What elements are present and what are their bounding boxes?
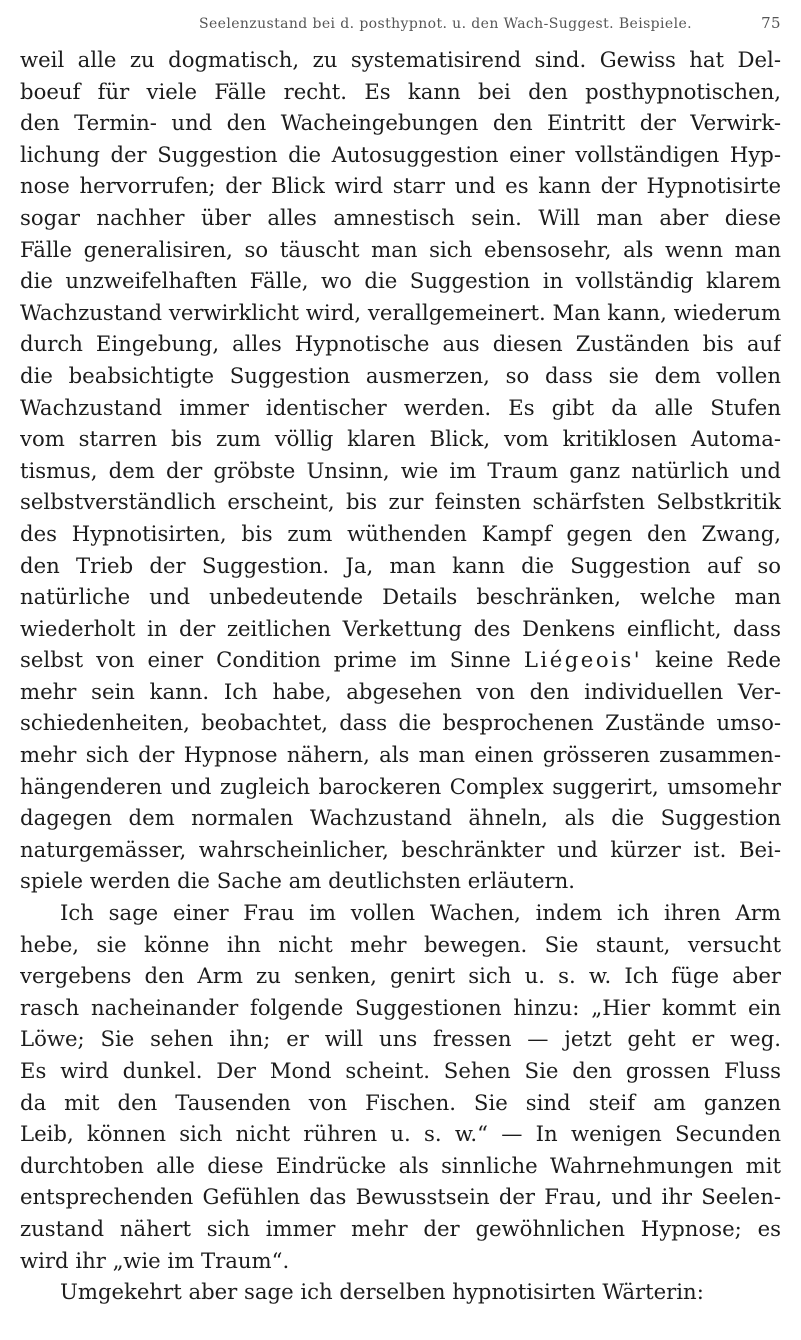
running-head-title: Seelenzustand bei d. posthypnot. u. den Wach-Suggest. Beispiele. bbox=[198, 16, 693, 32]
text-line: hebe, sie könne ihn nicht mehr bewegen. Sie staunt, versucht bbox=[20, 931, 781, 957]
text-line: wiederholt in der zeitlichen Verkettung des Denkens einflicht, dass bbox=[20, 615, 781, 641]
text-line: naturgemässer, wahrscheinlicher, beschränkter und kürzer ist. Bei- bbox=[20, 836, 781, 862]
text-line: sogar nachher über alles amnestisch sein. Will man aber diese bbox=[20, 204, 781, 230]
text-line: spiele werden die Sache am deutlichsten erläutern. bbox=[20, 868, 576, 894]
text-line: Wachzustand immer identischer werden. Es gibt da alle Stufen bbox=[20, 394, 781, 420]
text-line: dagegen dem normalen Wachzustand ähneln, als die Suggestion bbox=[20, 805, 781, 831]
spaced-name: Liégeois' bbox=[523, 647, 643, 673]
text-line: boeuf für viele Fälle recht. Es kann bei den posthypnotischen, bbox=[20, 78, 781, 104]
text-line: da mit den Tausenden von Fischen. Sie sind steif am ganzen bbox=[20, 1089, 781, 1115]
text-line: wird ihr „wie im Traum“. bbox=[20, 1247, 290, 1273]
text-line: zustand nähert sich immer mehr der gewöhnlichen Hypnose; es bbox=[20, 1215, 781, 1241]
text-line: Ich sage einer Frau im vollen Wachen, indem ich ihren Arm bbox=[60, 900, 781, 926]
text-line: Fälle generalisiren, so täuscht man sich ebensosehr, als wenn man bbox=[20, 236, 781, 262]
text-line: durch Eingebung, alles Hypnotische aus diesen Zuständen bis auf bbox=[20, 331, 781, 357]
text-line: schiedenheiten, beobachtet, dass die besprochenen Zustände umso- bbox=[20, 710, 781, 736]
text-line: Umgekehrt aber sage ich derselben hypnotisirten Wärterin: bbox=[60, 1279, 704, 1305]
text-line: nose hervorrufen; der Blick wird starr und es kann der Hypnotisirte bbox=[20, 173, 781, 199]
text-line: selbst von einer Condition prime im Sinne Liégeois' keine Rede bbox=[20, 647, 781, 673]
page-number: 75 bbox=[761, 14, 781, 32]
text-line: hängenderen und zugleich barockeren Complex suggerirt, umsomehr bbox=[20, 773, 781, 799]
text-line: durchtoben alle diese Eindrücke als sinnliche Wahrnehmungen mit bbox=[20, 1152, 781, 1178]
text-line: vom starren bis zum völlig klaren Blick, vom kritiklosen Automa- bbox=[20, 426, 781, 452]
text-line: tismus, dem der gröbste Unsinn, wie im Traum ganz natürlich und bbox=[20, 457, 781, 483]
text-line: die beabsichtigte Suggestion ausmerzen, so dass sie dem vollen bbox=[20, 362, 781, 388]
text-line: mehr sein kann. Ich habe, abgesehen von den individuellen Ver- bbox=[20, 678, 781, 704]
text-line: natürliche und unbedeutende Details beschränken, welche man bbox=[20, 584, 781, 610]
body-text bbox=[20, 44, 781, 1308]
text-line: weil alle zu dogmatisch, zu systematisirend sind. Gewiss hat Del- bbox=[20, 47, 781, 72]
text-line: des Hypnotisirten, bis zum wüthenden Kampf gegen den Zwang, bbox=[20, 520, 781, 546]
text-line: rasch nacheinander folgende Suggestionen hinzu: „Hier kommt ein bbox=[20, 994, 781, 1020]
text-line: Leib, können sich nicht rühren u. s. w.“ — In wenigen Secunden bbox=[20, 1121, 781, 1147]
text-line: vergebens den Arm zu senken, genirt sich u. s. w. Ich füge aber bbox=[20, 963, 781, 989]
text-line: Löwe; Sie sehen ihn; er will uns fressen — jetzt geht er weg. bbox=[20, 1026, 781, 1052]
text-line: den Trieb der Suggestion. Ja, man kann die Suggestion auf so bbox=[20, 552, 781, 578]
text-line: den Termin- und den Wacheingebungen den Eintritt der Verwirk- bbox=[20, 110, 781, 136]
text-line: selbstverständlich erscheint, bis zur feinsten schärfsten Selbstkritik bbox=[20, 489, 781, 515]
text-line: Wachzustand verwirklicht wird, verallgemeinert. Man kann, wiederum bbox=[20, 299, 781, 325]
text-line: mehr sich der Hypnose nähern, als man einen grösseren zusammen- bbox=[20, 742, 781, 768]
text-line: die unzweifelhaften Fälle, wo die Suggestion in vollständig klarem bbox=[20, 268, 781, 294]
running-head bbox=[20, 14, 781, 38]
text-line: entsprechenden Gefühlen das Bewusstsein der Frau, und ihr Seelen- bbox=[20, 1184, 781, 1210]
text-line: Es wird dunkel. Der Mond scheint. Sehen Sie den grossen Fluss bbox=[20, 1058, 781, 1083]
text-line: lichung der Suggestion die Autosuggestion einer vollständigen Hyp- bbox=[20, 141, 781, 167]
